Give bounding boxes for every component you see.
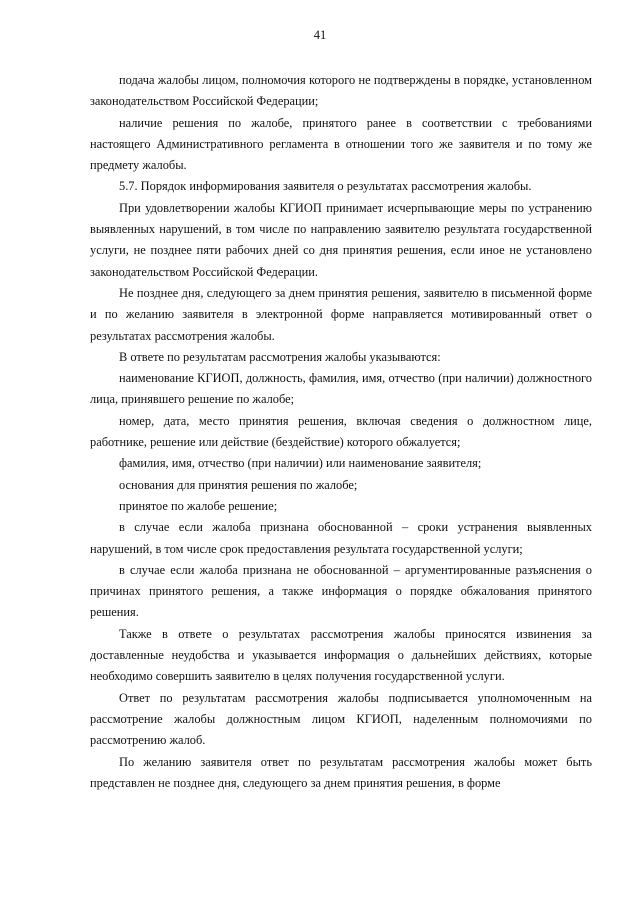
list-item-1: наименование КГИОП, должность, фамилия, имя, отчество (при наличии) должностного лица, принявшего решение по жалобе; [90, 371, 592, 407]
list-item-3: фамилия, имя, отчество (при наличии) или наименование заявителя; [119, 456, 482, 471]
paragraph-2: наличие решения по жалобе, принятого ранее в соответствии с требованиями настоящего Административного регламента в отношении того же заявителя и по тому же предмету жалобы. [90, 115, 592, 173]
list-item-2: номер, дата, место принятия решения, включая сведения о должностном лице, работнике, решение или действие (бездействие) которого обжалуется; [90, 413, 592, 450]
list-item-7: в случае если жалоба признана не обоснованной – аргументированные разъяснения о причинах принятого решения, а также информация о порядке обжалования принятого решения. [90, 562, 592, 620]
paragraph-1: подача жалобы лицом, полномочия которого не подтверждены в порядке, установленном законодательством Российской Федерации; [90, 73, 592, 109]
section-heading-5-7: 5.7. Порядок информирования заявителя о результатах рассмотрения жалобы. [119, 179, 532, 194]
paragraph-16: По желанию заявителя ответ по результатам рассмотрения жалобы может быть представлен не позднее дня, следующего за днем принятия решения, в форме [90, 754, 592, 790]
document-body [90, 70, 592, 794]
list-item-6: в случае если жалоба признана обоснованной – сроки устранения выявленных нарушений, в том числе срок предоставления результата государственной услуги; [90, 520, 592, 556]
paragraph-15: Ответ по результатам рассмотрения жалобы подписывается уполномоченным на рассмотрение жалобы должностным лицом КГИОП, наделенным полномочиями по рассмотрению жалоб. [90, 690, 592, 748]
paragraph-5: Не позднее дня, следующего за днем принятия решения, заявителю в письменной форме и по желанию заявителя в электронной форме направляется мотивированный ответ о результатах рассмотрения жалобы. [90, 285, 592, 343]
list-item-5: принятое по жалобе решение; [119, 498, 278, 513]
paragraph-4: При удовлетворении жалобы КГИОП принимает исчерпывающие меры по устранению выявленных нарушений, в том числе по направлению заявителю результата государственной услуги, не позднее пяти рабочих дней со дня принятия решения, если иное не установлено законодательством Российской Федерации. [90, 200, 592, 279]
list-item-4: основания для принятия решения по жалобе; [119, 477, 358, 492]
paragraph-14: Также в ответе о результатах рассмотрения жалобы приносятся извинения за доставленные неудобства и указывается информация о дальнейших действиях, которые необходимо совершить заявителю в целях получения государственной услуги. [90, 626, 592, 684]
paragraph-6: В ответе по результатам рассмотрения жалобы указываются: [119, 349, 441, 364]
page-number: 41 [313, 28, 327, 42]
